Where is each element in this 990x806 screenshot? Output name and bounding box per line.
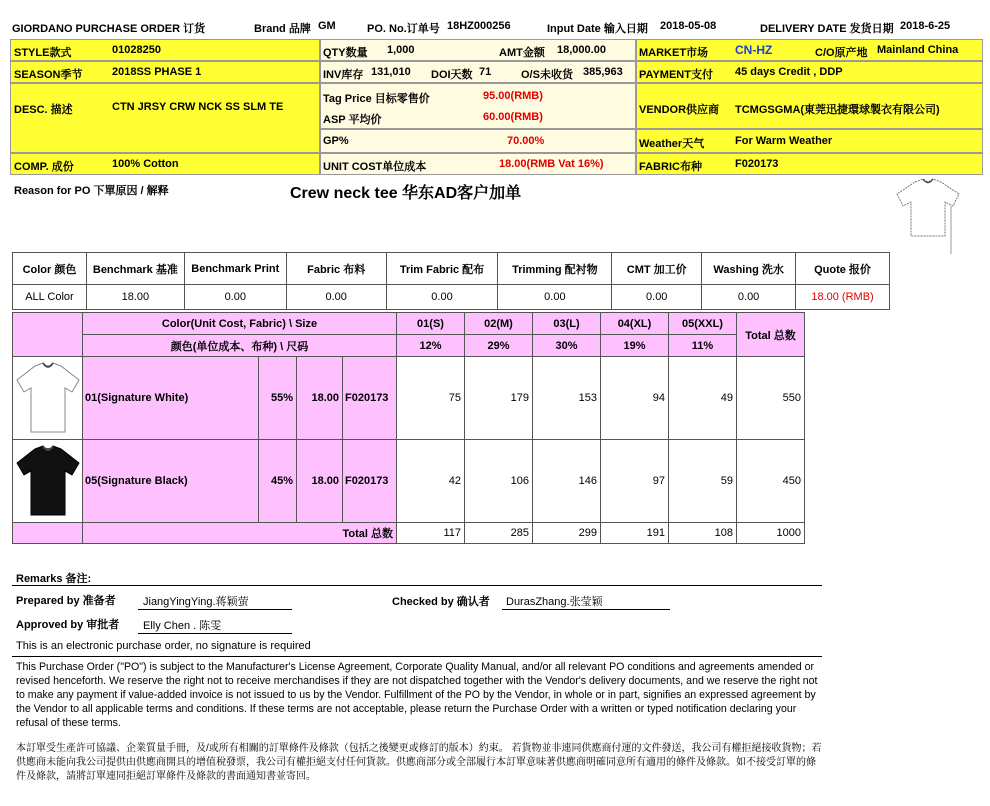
input-date: 2018-05-08 xyxy=(660,20,717,32)
color-pct: 45% xyxy=(259,440,297,523)
weather-cell xyxy=(636,129,983,153)
cost-header-cmt: CMT 加工价 xyxy=(612,253,702,285)
qty-cell: 153 xyxy=(533,357,601,440)
cost-cell: 0.00 xyxy=(498,285,612,310)
market-label: MARKET市场 xyxy=(639,47,709,59)
season-label: SEASON季节 xyxy=(14,69,83,81)
doi-value: 71 xyxy=(479,66,492,78)
cost-header-benchmark: Benchmark 基准 xyxy=(86,253,184,285)
tag-price-label: Tag Price 目标零售价 xyxy=(323,93,430,105)
cost-cell: 0.00 xyxy=(612,285,702,310)
season-value: 2018SS PHASE 1 xyxy=(112,66,202,78)
season-cell xyxy=(10,61,320,83)
reason-text: Crew neck tee 华东AD客户加单 xyxy=(290,185,522,202)
qty-cell: 146 xyxy=(533,440,601,523)
terms-english: This Purchase Order ("PO") is subject to the Manufacturer's License Agreement, Corporate Quality Manual, and/or all relevant PO conditions and agreements amended or revised henceforth. We reserve the right not to receive merchandises if they are not dispatched together with the Vendor's delivery documents, and we reserve the right not to make any payment if value-added invoice is not issued to us by the Vendor. Fulfillment of the PO by the Vendor, in whole or in part, signifies an expressed agreement by the Vendor to all applicable terms and conditions. If these terms are not acceptable, please return the Purchase Order with a written or typed notification declaring your refusal of these terms. xyxy=(16,661,818,729)
table-row xyxy=(13,357,805,440)
grand-size-total: 191 xyxy=(601,523,669,544)
white-tee-cell xyxy=(13,357,83,440)
fabric-label: FABRIC布种 xyxy=(639,161,702,173)
remarks-label: Remarks 备注: xyxy=(16,573,92,585)
inv-value: 131,010 xyxy=(371,66,411,78)
approved-label: Approved by 审批者 xyxy=(16,619,120,631)
size-quantity-table xyxy=(12,312,805,544)
unit-cost-cell xyxy=(320,153,636,175)
amt-value: 18,000.00 xyxy=(557,44,606,56)
size-ratio: 29% xyxy=(465,335,533,357)
electronic-notice: This is an electronic purchase order, no signature is required xyxy=(16,640,311,652)
table-row xyxy=(13,440,805,523)
cost-header-quote: Quote 报价 xyxy=(796,253,890,285)
size-ratio: 11% xyxy=(669,335,737,357)
total-header: Total 总数 xyxy=(737,313,805,357)
po-title: GIORDANO PURCHASE ORDER 订货 xyxy=(12,23,206,35)
grand-size-total: 299 xyxy=(533,523,601,544)
vendor-value: TCMGSGMA(東莞迅捷環球製衣有限公司) xyxy=(735,104,940,116)
tshirt-sketch-icon xyxy=(893,176,963,256)
asp-value: 60.00(RMB) xyxy=(483,111,543,123)
cost-cell: 0.00 xyxy=(386,285,498,310)
payment-label: PAYMENT支付 xyxy=(639,69,713,81)
color-pct: 55% xyxy=(259,357,297,440)
black-tshirt-icon xyxy=(15,443,81,519)
vendor-label: VENDOR供应商 xyxy=(639,104,720,116)
cost-header-benchmark-print: Benchmark Print xyxy=(184,253,286,285)
unit-cost-label: UNIT COST单位成本 xyxy=(323,161,427,173)
price-cell xyxy=(320,83,636,129)
color-cost: 18.00 xyxy=(297,440,343,523)
fabric-cell xyxy=(636,153,983,175)
qty-cell: 94 xyxy=(601,357,669,440)
qty-cell: 97 xyxy=(601,440,669,523)
comp-value: 100% Cotton xyxy=(112,158,179,170)
checked-label: Checked by 确认者 xyxy=(392,596,490,608)
delivery-date-label: DELIVERY DATE 发货日期 xyxy=(760,23,894,35)
color-name: 01(Signature White) xyxy=(83,357,259,440)
style-label: STYLE款式 xyxy=(14,47,72,59)
grand-total: 1000 xyxy=(737,523,805,544)
style-cell xyxy=(10,39,320,61)
desc-cell xyxy=(10,83,320,153)
market-cell xyxy=(636,39,983,61)
size-header-line2: 颜色(单位成本、布种) \ 尺码 xyxy=(83,335,397,357)
terms-chinese: 本訂單受生產許可協議、企業質量手冊，及/或所有相關的訂單條件及條款（包括之後變更或修訂的版本）約束。 若貨物並非連同供應商付運的文件發送，我公司有權拒絕接收貨物；若供應商未能向我公司提供由供應商開具的增值稅發票，我公司有權拒絕支付任何貨款。供應商部分或全部履行本訂單意味著供應商明確同意所有適用的條件及條款。如不接受訂單的條件及條款，請將訂單連同拒絕訂單條件及條款的書面通知書並寄回。 xyxy=(16,743,822,782)
prepared-signature-line xyxy=(138,609,292,610)
desc-label: DESC. 描述 xyxy=(14,104,73,116)
reason-label: Reason for PO 下單原因 / 解释 xyxy=(14,185,169,197)
size-header: 05(XXL) xyxy=(669,313,737,335)
qty-cell: 179 xyxy=(465,357,533,440)
input-date-label: Input Date 输入日期 xyxy=(547,23,648,35)
quote-cell: 18.00 (RMB) xyxy=(796,285,890,310)
checked-signature-line xyxy=(502,609,670,610)
grand-size-total: 117 xyxy=(397,523,465,544)
inv-cell xyxy=(320,61,636,83)
cost-cell: 0.00 xyxy=(286,285,386,310)
inv-label: INV库存 xyxy=(323,69,364,81)
size-header: 01(S) xyxy=(397,313,465,335)
size-header-line1: Color(Unit Cost, Fabric) \ Size xyxy=(83,313,397,335)
row-total: 450 xyxy=(737,440,805,523)
qty-value: 1,000 xyxy=(387,44,415,56)
comp-cell xyxy=(10,153,320,175)
brand-label: Brand 品牌 xyxy=(254,23,311,35)
cost-cell: 0.00 xyxy=(702,285,796,310)
size-header: 02(M) xyxy=(465,313,533,335)
origin-value: Mainland China xyxy=(877,44,959,56)
doi-label: DOI天数 xyxy=(431,69,473,81)
qty-cell: 59 xyxy=(669,440,737,523)
gp-value: 70.00% xyxy=(507,135,545,147)
tag-price-value: 95.00(RMB) xyxy=(483,90,543,102)
unit-cost-value: 18.00(RMB Vat 16%) xyxy=(499,158,604,170)
color-fabric: F020173 xyxy=(343,357,397,440)
row-total: 550 xyxy=(737,357,805,440)
po-number: 18HZ000256 xyxy=(447,20,511,32)
table-row xyxy=(13,523,805,544)
size-header: 04(XL) xyxy=(601,313,669,335)
checked-name: DurasZhang.张莹颖 xyxy=(506,596,603,608)
weather-label: Weather天气 xyxy=(639,138,705,150)
os-label: O/S未收货 xyxy=(521,69,573,81)
cost-header-trim-fabric: Trim Fabric 配布 xyxy=(386,253,498,285)
cost-header-trimming: Trimming 配衬物 xyxy=(498,253,612,285)
po-number-label: PO. No.订单号 xyxy=(367,23,440,35)
asp-label: ASP 平均价 xyxy=(323,114,382,126)
amt-label: AMT金额 xyxy=(499,47,545,59)
market-value: CN-HZ xyxy=(735,43,773,57)
remarks-divider xyxy=(12,585,822,586)
brand-value: GM xyxy=(318,20,336,32)
cost-cell: 18.00 xyxy=(86,285,184,310)
grand-size-total: 108 xyxy=(669,523,737,544)
approved-signature-line xyxy=(138,633,292,634)
cost-header-washing: Washing 洗水 xyxy=(702,253,796,285)
size-ratio: 12% xyxy=(397,335,465,357)
info-grid xyxy=(10,39,983,175)
weather-value: For Warm Weather xyxy=(735,135,833,147)
cost-cell: ALL Color xyxy=(13,285,87,310)
origin-label: C/O原产地 xyxy=(815,47,868,59)
prepared-name: JiangYingYing.蒋颖萤 xyxy=(143,596,249,608)
terms-divider xyxy=(12,656,822,657)
color-cost: 18.00 xyxy=(297,357,343,440)
image-header-cell xyxy=(13,313,83,357)
size-ratio: 19% xyxy=(601,335,669,357)
cost-header-color: Color 颜色 xyxy=(13,253,87,285)
delivery-date: 2018-6-25 xyxy=(900,20,951,32)
gp-cell xyxy=(320,129,636,153)
gp-label: GP% xyxy=(323,135,349,147)
qty-cell xyxy=(320,39,636,61)
fabric-value: F020173 xyxy=(735,158,779,170)
cost-cell: 0.00 xyxy=(184,285,286,310)
comp-label: COMP. 成份 xyxy=(14,161,74,173)
grand-total-label: Total 总数 xyxy=(83,523,397,544)
size-header: 03(L) xyxy=(533,313,601,335)
qty-cell: 49 xyxy=(669,357,737,440)
vendor-cell xyxy=(636,83,983,129)
color-name: 05(Signature Black) xyxy=(83,440,259,523)
color-fabric: F020173 xyxy=(343,440,397,523)
white-tshirt-icon xyxy=(15,360,81,436)
black-tee-cell xyxy=(13,440,83,523)
qty-cell: 106 xyxy=(465,440,533,523)
qty-label: QTY数量 xyxy=(323,47,368,59)
style-value: 01028250 xyxy=(112,44,161,56)
qty-cell: 42 xyxy=(397,440,465,523)
payment-cell xyxy=(636,61,983,83)
approved-name: Elly Chen . 陈雯 xyxy=(143,620,222,632)
qty-cell: 75 xyxy=(397,357,465,440)
cost-breakdown-table xyxy=(12,252,890,310)
os-value: 385,963 xyxy=(583,66,623,78)
payment-value: 45 days Credit , DDP xyxy=(735,66,843,78)
cost-header-fabric: Fabric 布料 xyxy=(286,253,386,285)
desc-value: CTN JRSY CRW NCK SS SLM TE xyxy=(112,101,284,113)
total-blank-cell xyxy=(13,523,83,544)
grand-size-total: 285 xyxy=(465,523,533,544)
size-ratio: 30% xyxy=(533,335,601,357)
prepared-label: Prepared by 准备者 xyxy=(16,595,116,607)
